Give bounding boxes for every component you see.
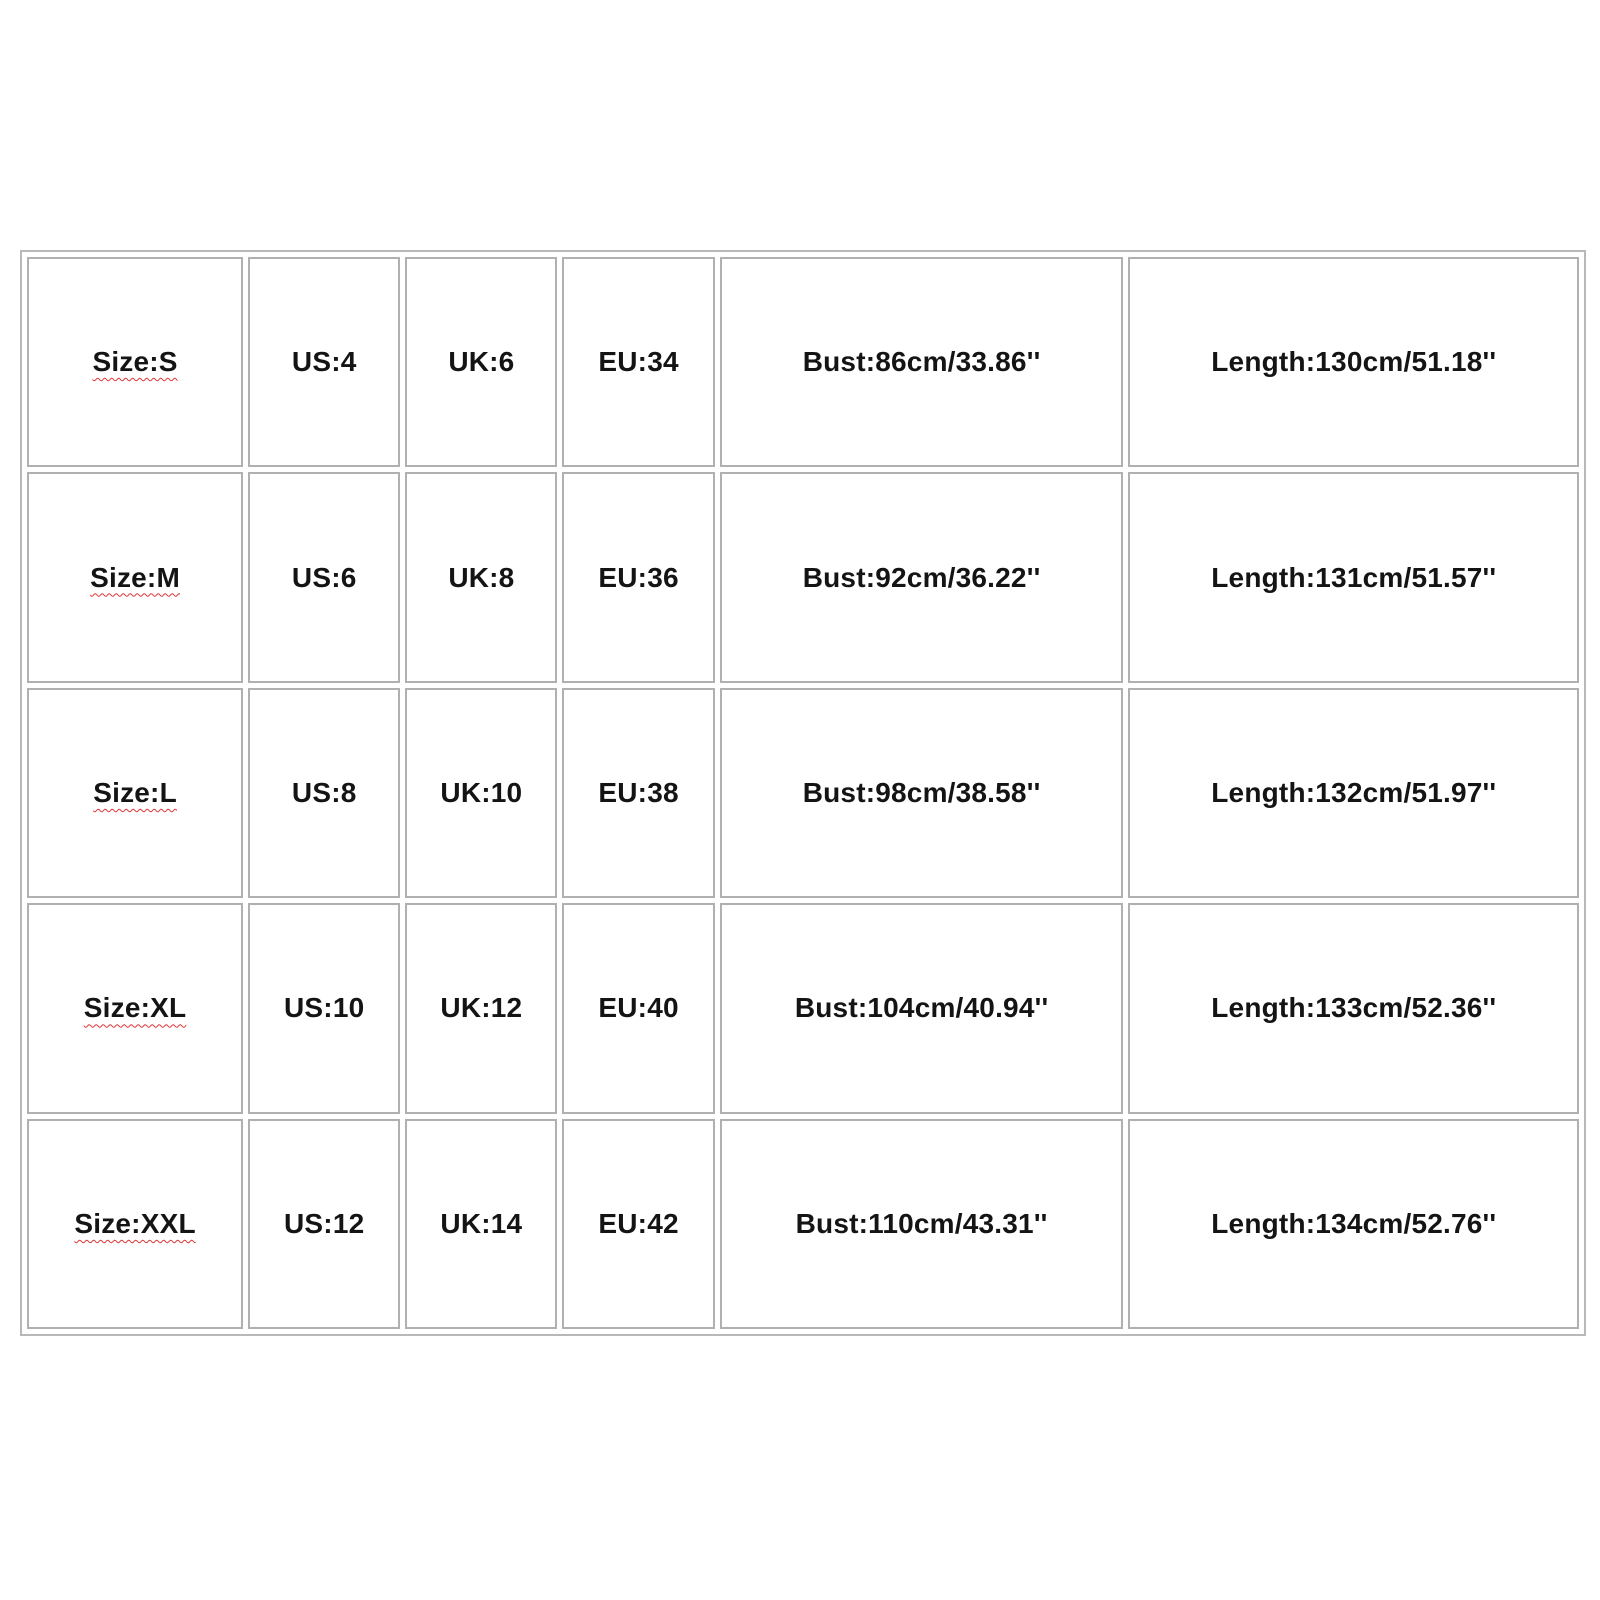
uk-size-cell: UK:12 xyxy=(405,903,557,1113)
table-row xyxy=(27,903,1579,1113)
size-cell xyxy=(27,1119,243,1329)
bust-cell: Bust:104cm/40.94'' xyxy=(720,903,1124,1113)
length-cell: Length:134cm/52.76'' xyxy=(1128,1119,1579,1329)
us-size-cell: US:6 xyxy=(248,472,400,682)
uk-size-cell: UK:6 xyxy=(405,257,557,467)
size-cell xyxy=(27,257,243,467)
size-label: Size:XXL xyxy=(74,1207,196,1239)
size-label: Size:S xyxy=(92,346,178,378)
eu-size-cell: EU:34 xyxy=(562,257,714,467)
bust-cell: Bust:92cm/36.22'' xyxy=(720,472,1124,682)
us-size-cell: US:10 xyxy=(248,903,400,1113)
eu-size-cell: EU:36 xyxy=(562,472,714,682)
table-row xyxy=(27,688,1579,898)
uk-size-cell: UK:8 xyxy=(405,472,557,682)
eu-size-cell: EU:42 xyxy=(562,1119,714,1329)
size-label: Size:XL xyxy=(83,992,187,1024)
size-cell xyxy=(27,688,243,898)
size-cell xyxy=(27,903,243,1113)
eu-size-cell: EU:40 xyxy=(562,903,714,1113)
size-label: Size:M xyxy=(90,561,180,593)
size-chart-table xyxy=(20,250,1586,1336)
us-size-cell: US:4 xyxy=(248,257,400,467)
length-cell: Length:131cm/51.57'' xyxy=(1128,472,1579,682)
length-cell: Length:130cm/51.18'' xyxy=(1128,257,1579,467)
length-cell: Length:132cm/51.97'' xyxy=(1128,688,1579,898)
uk-size-cell: UK:14 xyxy=(405,1119,557,1329)
table-row xyxy=(27,472,1579,682)
bust-cell: Bust:110cm/43.31'' xyxy=(720,1119,1124,1329)
bust-cell: Bust:86cm/33.86'' xyxy=(720,257,1124,467)
table-row xyxy=(27,257,1579,467)
uk-size-cell: UK:10 xyxy=(405,688,557,898)
size-cell xyxy=(27,472,243,682)
bust-cell: Bust:98cm/38.58'' xyxy=(720,688,1124,898)
size-label: Size:L xyxy=(93,776,177,808)
table-row xyxy=(27,1119,1579,1329)
length-cell: Length:133cm/52.36'' xyxy=(1128,903,1579,1113)
eu-size-cell: EU:38 xyxy=(562,688,714,898)
us-size-cell: US:8 xyxy=(248,688,400,898)
us-size-cell: US:12 xyxy=(248,1119,400,1329)
